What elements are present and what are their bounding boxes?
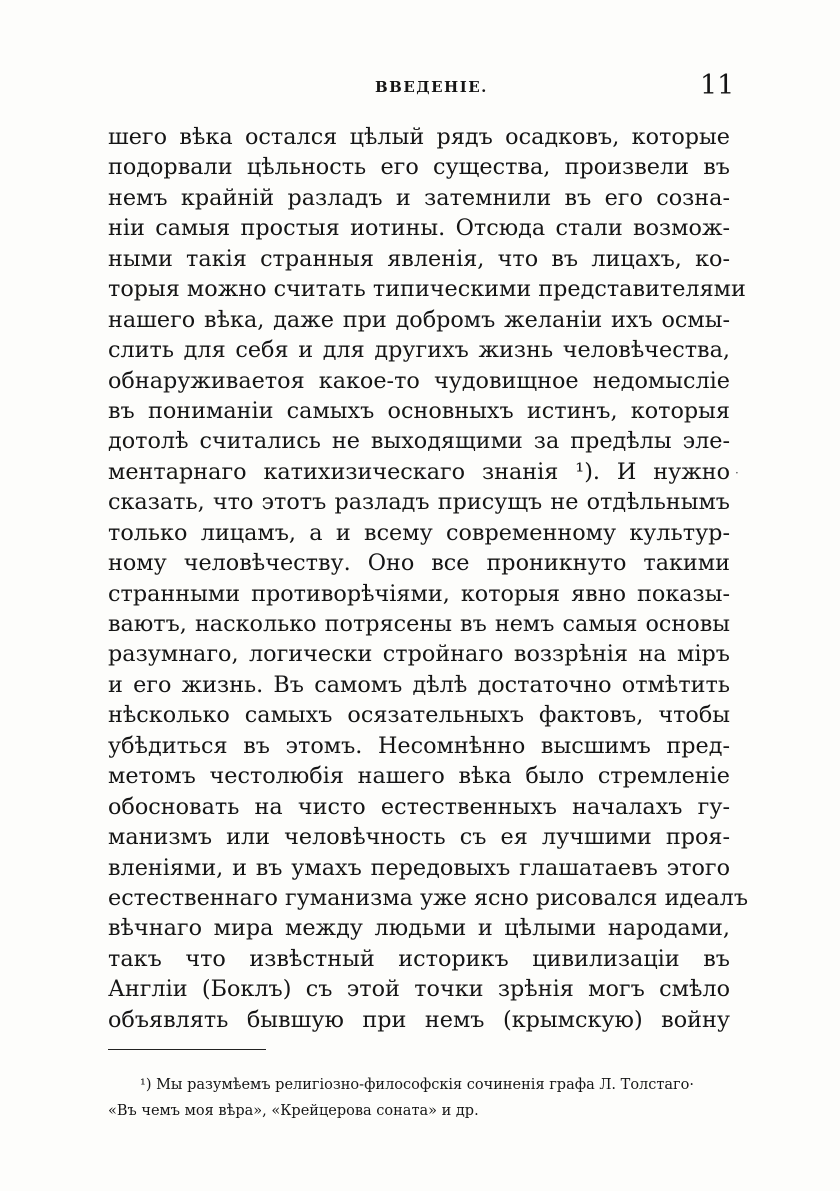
text-line: вѣчнаго мира между людьми и цѣлыми народами, xyxy=(108,915,730,942)
text-line: ными такія странныя явленія, что въ лицахъ, ко- xyxy=(108,245,730,272)
footnote-line: ¹) Мы разумѣемъ религіозно-философскія сочиненія графа Л. Толстаго· xyxy=(140,1077,694,1093)
text-line: ному человѣчеству. Оно все проникнуто такими xyxy=(108,550,730,577)
text-line: естественнаго гуманизма уже ясно рисовался идеалъ xyxy=(108,884,749,911)
text-line: ніи самыя простыя иотины. Отсюда стали возмож- xyxy=(108,215,730,242)
text-line: немъ крайній разладъ и затемнили въ его созна- xyxy=(108,184,730,211)
text-line: такъ что извѣстный историкъ цивилизаціи въ xyxy=(108,945,730,972)
footnote-separator xyxy=(108,1049,266,1050)
text-line: слить для себя и для другихъ жизнь человѣчества, xyxy=(108,337,730,364)
text-line: объявлять бывшую при немъ (крымскую) войну xyxy=(108,1006,730,1033)
text-line: манизмъ или человѣчность съ ея лучшими проя- xyxy=(108,824,730,851)
text-line: и его жизнь. Въ самомъ дѣлѣ достаточно отмѣтить xyxy=(108,671,730,698)
print-speck: · xyxy=(735,466,739,480)
text-line: Англіи (Боклъ) съ этой точки зрѣнія могъ смѣло xyxy=(108,976,730,1003)
text-line: подорвали цѣльность его существа, произвели въ xyxy=(108,154,730,181)
text-line: нѣсколько самыхъ осязательныхъ фактовъ, чтобы xyxy=(108,702,730,729)
text-line: вленіями, и въ умахъ передовыхъ глашатаевъ этого xyxy=(108,854,730,881)
text-line: торыя можно считать типическими представителями xyxy=(108,276,746,303)
text-line: сказать, что этотъ разладъ присущъ не отдѣльнымъ xyxy=(108,489,730,516)
text-line: обосновать на чисто естественныхъ началахъ гу- xyxy=(108,793,730,820)
text-line: только лицамъ, а и всему современному культур- xyxy=(108,519,730,546)
text-line: убѣдиться въ этомъ. Несомнѣнно высшимъ пред- xyxy=(108,732,730,759)
text-line: странными противорѣчіями, которыя явно показы- xyxy=(108,580,730,607)
footnote-line: «Въ чемъ моя вѣра», «Крейцерова соната» и др. xyxy=(108,1103,479,1119)
text-line: обнаруживаетоя какое-то чудовищное недомысліе xyxy=(108,367,730,394)
running-title: ВВЕДЕНІЕ. xyxy=(375,78,488,96)
page-number: 11 xyxy=(700,70,735,101)
text-line: шего вѣка остался цѣлый рядъ осадковъ, которые xyxy=(108,124,730,150)
body-text xyxy=(108,122,749,1035)
page-header xyxy=(0,72,840,104)
text-line: ваютъ, насколько потрясены въ немъ самыя основы xyxy=(108,611,730,637)
footnote xyxy=(108,1072,748,1124)
text-line: дотолѣ считались не выходящими за предѣлы эле- xyxy=(108,428,730,455)
text-line: разумнаго, логически стройнаго воззрѣнія на міръ xyxy=(108,641,730,668)
text-line: метомъ честолюбія нашего вѣка было стремленіе xyxy=(108,763,730,790)
text-line: ментарнаго катихизическаго знанія ¹). И нужно xyxy=(108,458,730,485)
text-line: въ пониманіи самыхъ основныхъ истинъ, которыя xyxy=(108,397,730,424)
text-line: нашего вѣка, даже при добромъ желаніи ихъ осмы- xyxy=(108,306,730,333)
